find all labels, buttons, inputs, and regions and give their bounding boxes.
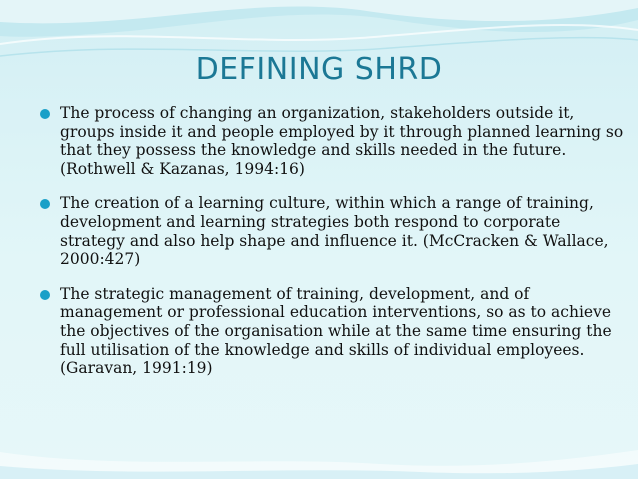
slide-title: DEFINING SHRD — [195, 52, 443, 87]
bullet-list — [40, 104, 630, 394]
bullet-dot-icon — [40, 109, 50, 119]
bullet-text: The creation of a learning culture, within which a range of training, development and learning strategies both respond to corporate strategy and also help shape and influence it. (McCracken & Wallace, 2000:427) — [60, 194, 609, 269]
bullet-text: The strategic management of training, development, and of management or professional education interventions, so as to achieve the objectives of the organisation while at the same time ensuring the full utilisation of the knowledge and skills of individual employees. (Garavan, 1991:19) — [60, 284, 612, 378]
bullet-item-3 — [40, 285, 630, 378]
bullet-dot-icon — [40, 290, 50, 300]
bullet-text: The process of changing an organization, stakeholders outside it, groups inside it and people employed by it through planned learning so that they possess the knowledge and skills needed in the future. (Rothwell & Kazanas, 1994:16) — [60, 104, 624, 178]
bullet-item-1 — [40, 104, 630, 178]
bullet-dot-icon — [40, 199, 50, 209]
bullet-item-2 — [40, 194, 630, 268]
